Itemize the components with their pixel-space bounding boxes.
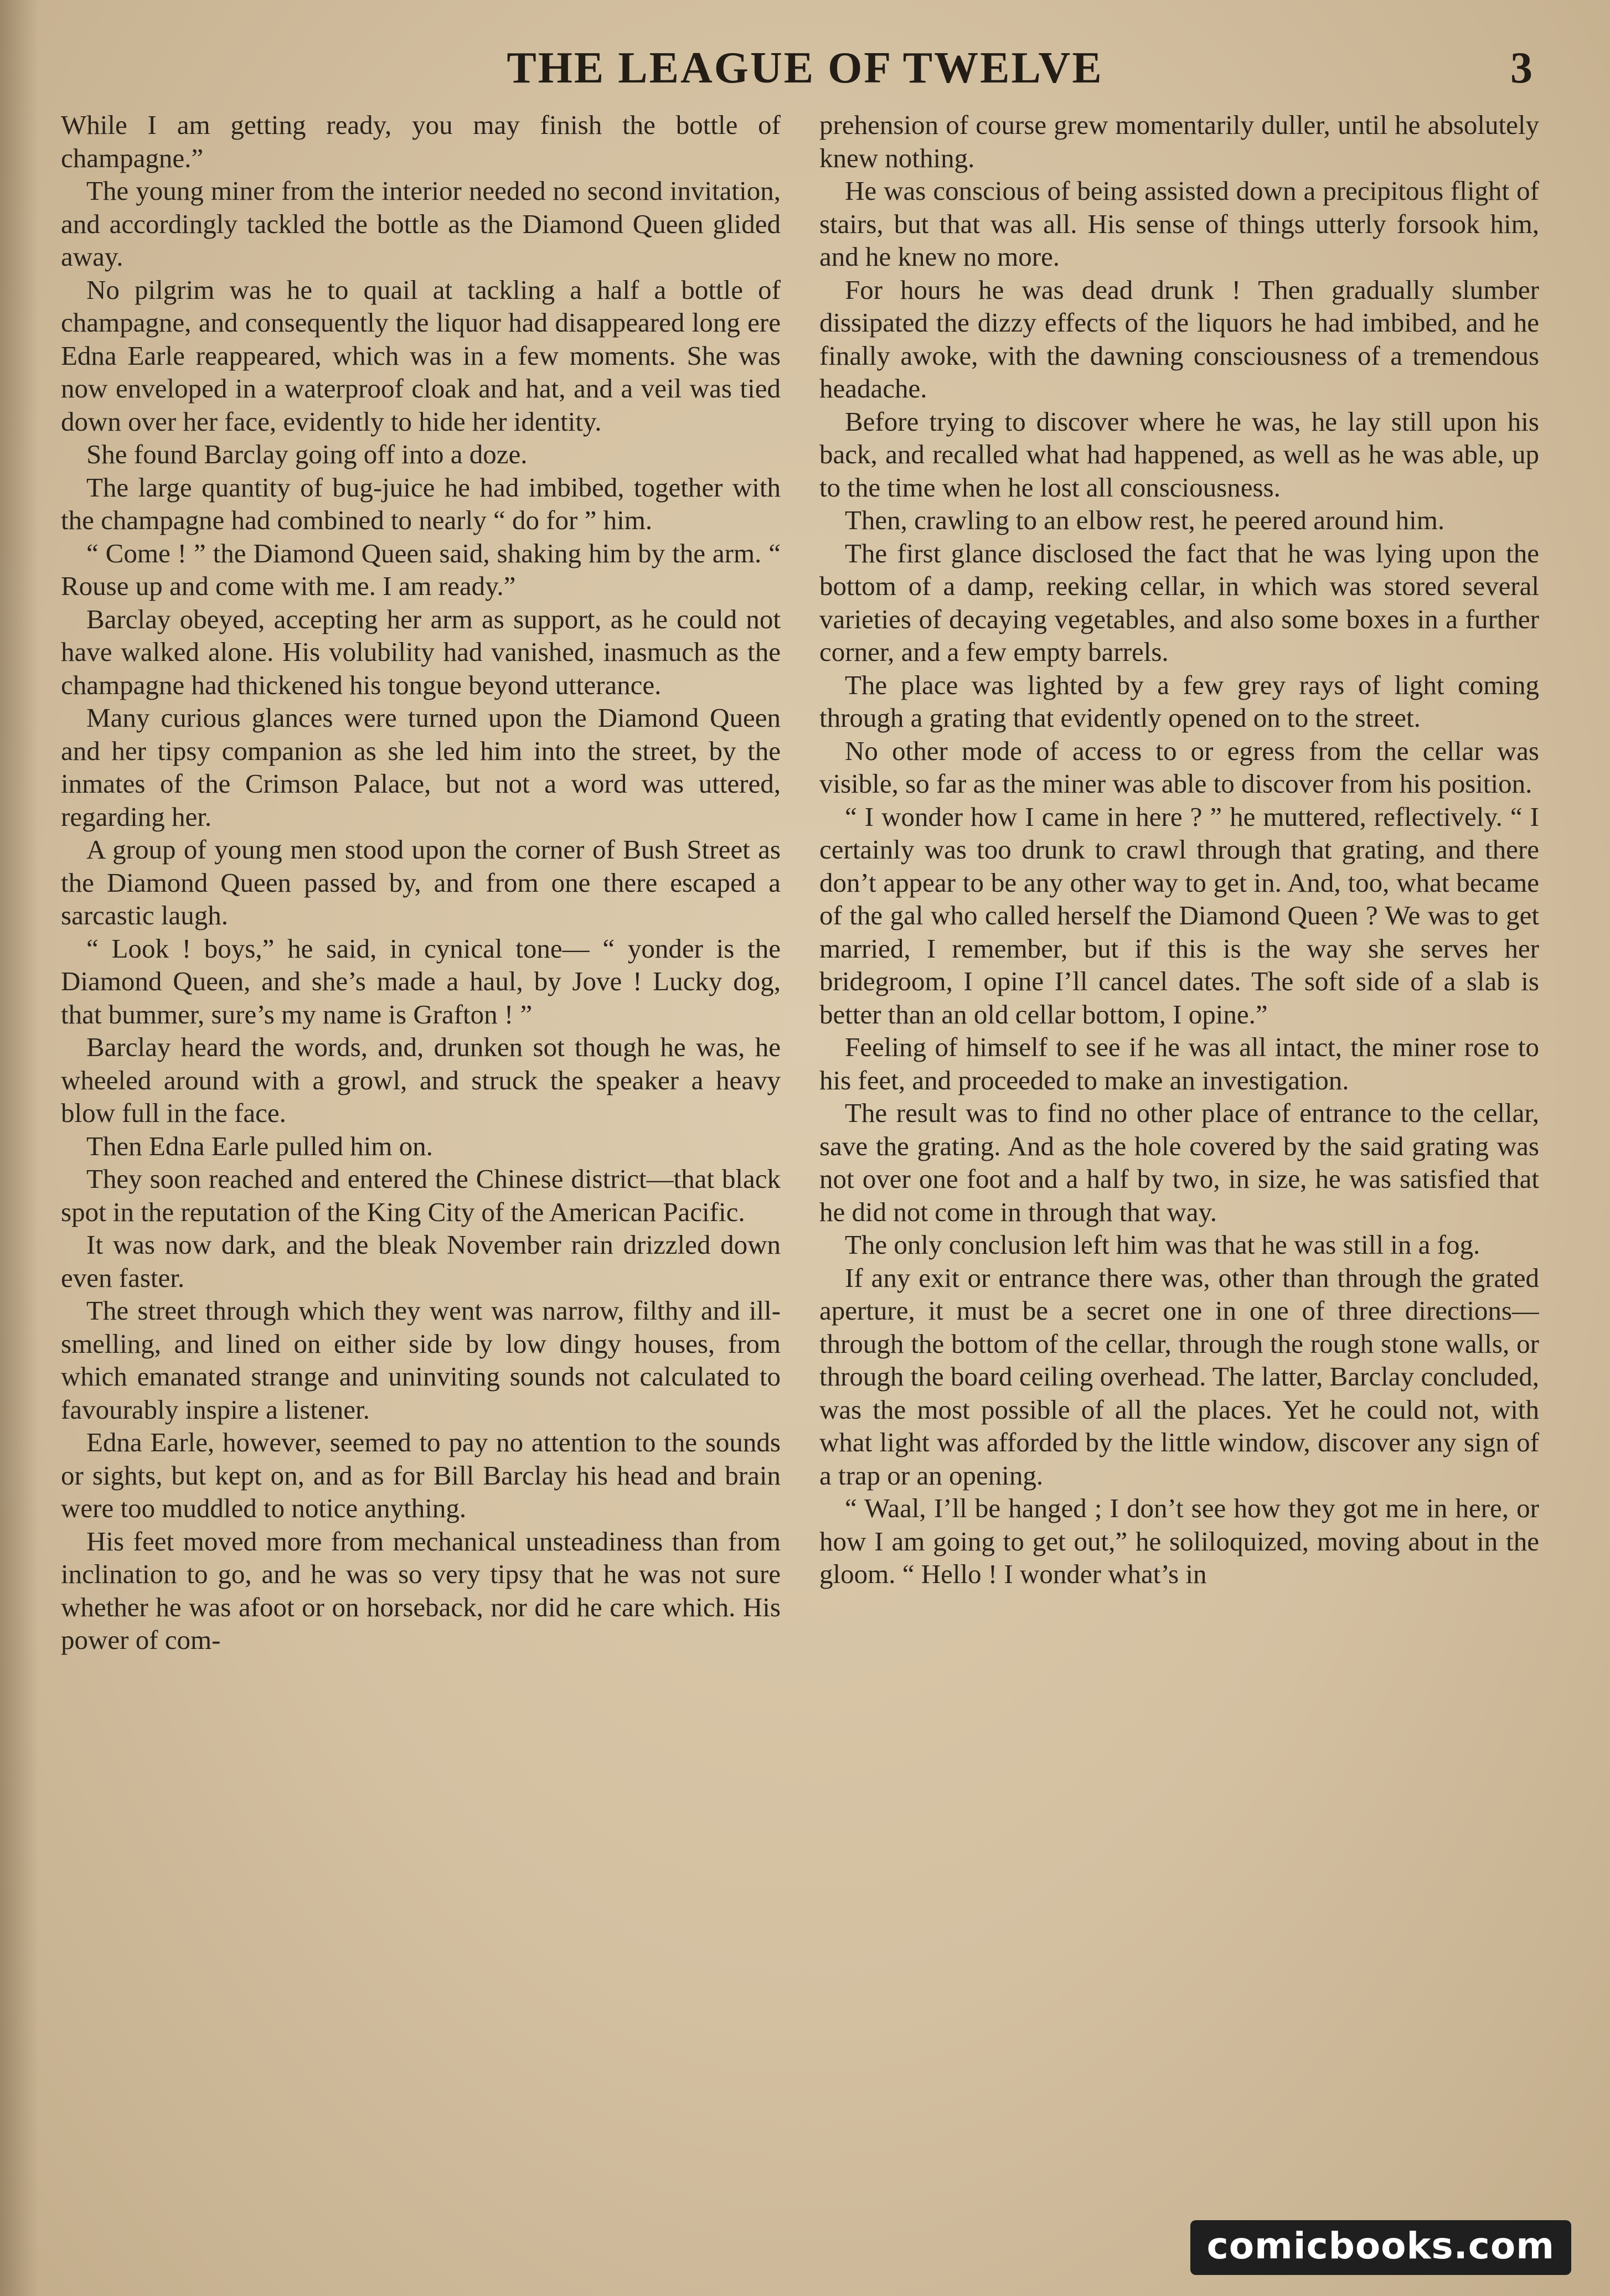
paragraph: prehension of course grew momentarily duller, until he absolutely knew nothing. (819, 110, 1539, 173)
paragraph: He was conscious of being assisted down a precipitous flight of stairs, but that was all. His sense of things utterly forsook him, and he knew no more. (819, 175, 1539, 272)
paragraph: “ Waal, I’ll be hanged ; I don’t see how they got me in here, or how I am going to get out,” he soliloquized, moving about in the gloom. “ Hello ! I wonder what’s in (819, 1493, 1539, 1589)
running-header (78, 43, 1532, 104)
right-column (819, 108, 1539, 2251)
paragraph: Before trying to discover where he was, he lay still upon his back, and recalled what had happened, as well as he was able, up to the time when he lost all consciousness. (819, 406, 1539, 503)
paragraph: The first glance disclosed the fact that he was lying upon the bottom of a damp, reeking cellar, in which was stored several varieties of decaying vegetables, and also some boxes in a further corner, and a few empty barrels. (819, 537, 1539, 667)
paragraph: His feet moved more from mechanical unsteadiness than from inclination to go, and he was so very tipsy that he was not sure whether he was afoot or on horseback, nor did he care which. His power of com- (61, 1526, 781, 1655)
watermark-logo: comicbooks.com (1190, 2220, 1571, 2275)
paragraph: No other mode of access to or egress from the cellar was visible, so far as the miner was able to discover from his position. (819, 735, 1539, 799)
paragraph: Then, crawling to an elbow rest, he peered around him. (845, 505, 1445, 535)
paragraph: The young miner from the interior needed no second invitation, and accordingly tackled the bottle as the Diamond Queen glided away. (61, 175, 781, 272)
paragraph: She found Barclay going off into a doze. (86, 439, 528, 469)
paragraph: For hours he was dead drunk ! Then gradually slumber dissipated the dizzy effects of the liquors he had imbibed, and he finally awoke, with the dawning consciousness of a tremendous headache. (819, 274, 1539, 404)
paragraph: The place was lighted by a few grey rays of light coming through a grating that evidently opened on to the street. (819, 669, 1539, 733)
binding-shadow (0, 0, 39, 2296)
running-title: THE LEAGUE OF TWELVE (507, 44, 1103, 92)
paragraph: No pilgrim was he to quail at tackling a half a bottle of champagne, and consequently the liquor had disappeared long ere Edna Earle reappeared, which was in a few moments. She was now enveloped in a waterproof cloak and hat, and a veil was tied down over her face, evidently to hide her identity. (61, 274, 781, 437)
paragraph: Barclay obeyed, accepting her arm as support, as he could not have walked alone. His volubility had vanished, inasmuch as the champagne had thickened his tongue beyond utterance. (61, 603, 781, 700)
paragraph: Feeling of himself to see if he was all intact, the miner rose to his feet, and proceeded to make an investigation. (819, 1032, 1539, 1095)
paragraph: While I am getting ready, you may finish the bottle of champagne.” (61, 110, 781, 173)
paragraph: “ Look ! boys,” he said, in cynical tone— “ yonder is the Diamond Queen, and she’s made a haul, by Jove ! Lucky dog, that bummer, sure’s my name is Grafton ! ” (61, 933, 781, 1030)
paragraph: Edna Earle, however, seemed to pay no attention to the sounds or sights, but kept on, and as for Bill Barclay his head and brain were too muddled to notice anything. (61, 1427, 781, 1523)
paragraph: The result was to find no other place of entrance to the cellar, save the grating. And as the hole covered by the said grating was not over one foot and a half by two, in size, he was satisfied that he did not come in through that way. (819, 1098, 1539, 1227)
paragraph: The street through which they went was narrow, filthy and ill-smelling, and lined on either side by low dingy houses, from which emanated strange and uninviting sounds not calculated to favourably inspire a listener. (61, 1295, 781, 1425)
paragraph: “ I wonder how I came in here ? ” he muttered, reflectively. “ I certainly was too drunk to crawl through that grating, and there don’t appear to be any other way to get in. And, too, what became of the gal who called herself the Diamond Queen ? We was to get married, I remember, but if this is the way she serves her bridegroom, I opine I’ll cancel dates. The soft side of a slab is better than an old cellar bottom, I opine.” (819, 801, 1539, 1030)
paragraph: It was now dark, and the bleak November rain drizzled down even faster. (61, 1229, 781, 1293)
left-column (61, 108, 781, 2251)
paragraph: The large quantity of bug-juice he had imbibed, together with the champagne had combined to nearly “ do for ” him. (61, 472, 781, 535)
paragraph: “ Come ! ” the Diamond Queen said, shaking him by the arm. “ Rouse up and come with me. I am ready.” (61, 537, 781, 601)
paragraph: A group of young men stood upon the corner of Bush Street as the Diamond Queen passed by, and from one there escaped a sarcastic laugh. (61, 834, 781, 930)
paragraph: Barclay heard the words, and, drunken sot though he was, he wheeled around with a growl, and struck the speaker a heavy blow full in the face. (61, 1032, 781, 1128)
page-number: 3 (1510, 44, 1532, 92)
paragraph: Then Edna Earle pulled him on. (86, 1130, 433, 1161)
paragraph: If any exit or entrance there was, other than through the grated aperture, it must be a secret one in one of three directions— through the bottom of the cellar, through the rough stone walls, or through the board ceiling overhead. The latter, Barclay concluded, was the most possible of all the places. Yet he could not, with what light was afforded by the little window, discover any sign of a trap or an opening. (819, 1262, 1539, 1491)
text-columns (61, 108, 1539, 2251)
paragraph: They soon reached and entered the Chinese district—that black spot in the reputation of the King City of the American Pacific. (61, 1163, 781, 1227)
paragraph: Many curious glances were turned upon the Diamond Queen and her tipsy companion as she led him into the street, by the inmates of the Crimson Palace, but not a word was uttered, regarding her. (61, 702, 781, 832)
paragraph: The only conclusion left him was that he was still in a fog. (845, 1229, 1480, 1260)
